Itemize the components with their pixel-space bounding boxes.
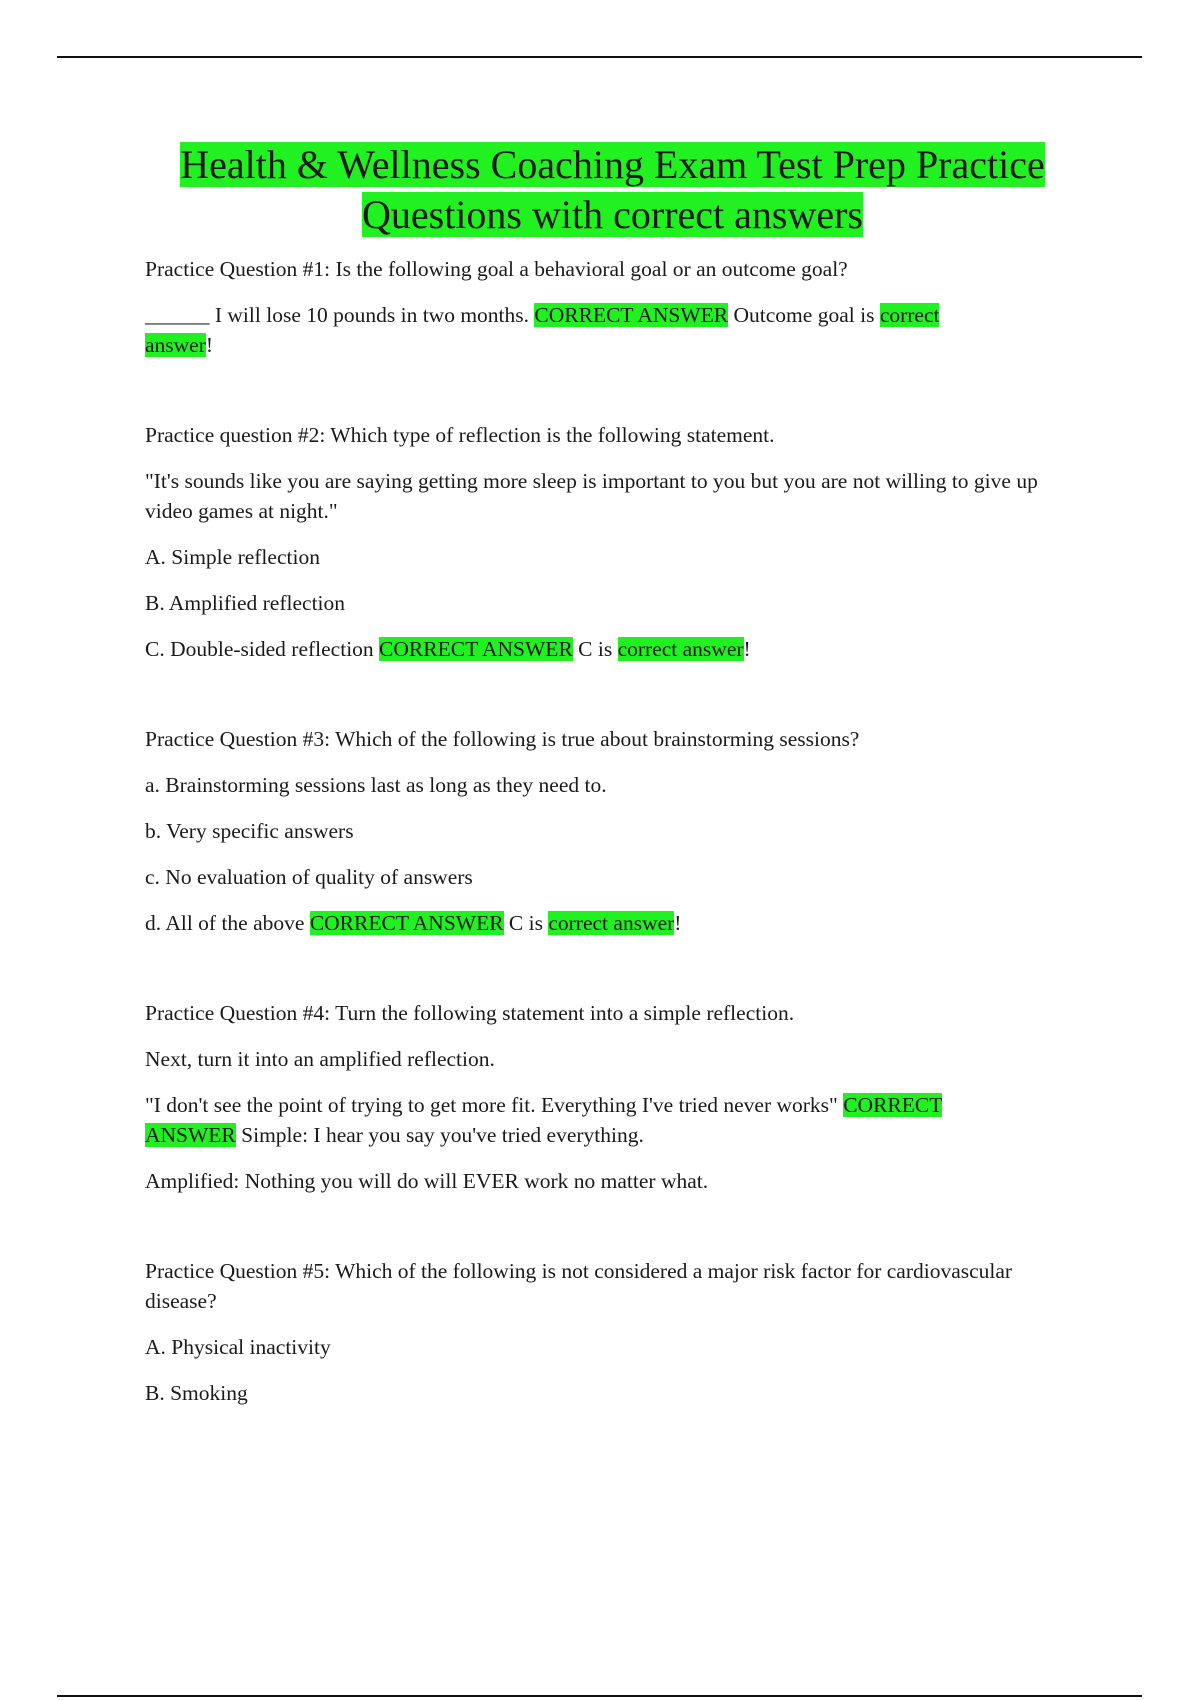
q1-correct-word: correct	[879, 303, 940, 327]
footer-rule	[57, 1695, 1142, 1697]
q4-amplified: Amplified: Nothing you will do will EVER work no matter what.	[145, 1169, 709, 1193]
header-rule	[57, 56, 1142, 58]
q4-instruction: Next, turn it into an amplified reflection.	[145, 1047, 495, 1071]
q5-option-a: A. Physical inactivity	[145, 1335, 331, 1359]
q1-answer-text: Outcome goal is	[728, 303, 880, 327]
q2-option-c-text: C. Double-sided reflection	[145, 637, 380, 661]
q3-exclaim: !	[674, 911, 682, 935]
q4-prompt: Practice Question #4: Turn the following statement into a simple reflection.	[145, 1001, 795, 1025]
q2-prompt: Practice question #2: Which type of reflection is the following statement.	[145, 423, 775, 447]
q3-option-a: a. Brainstorming sessions last as long as they need to.	[145, 773, 607, 797]
q1-statement: I will lose 10 pounds in two months.	[209, 303, 535, 327]
q4-quote-answer	[145, 1090, 1080, 1150]
q5-option-b: B. Smoking	[145, 1381, 248, 1405]
q4-simple: Simple: I hear you say you've tried everything.	[235, 1123, 644, 1147]
q3-answer-tag: CORRECT ANSWER	[309, 911, 504, 935]
q1-correct-word-2: answer	[145, 333, 206, 357]
q2-option-a: A. Simple reflection	[145, 545, 320, 569]
q4-answer-tag-2: ANSWER	[145, 1123, 236, 1147]
q3-option-c: c. No evaluation of quality of answers	[145, 865, 473, 889]
title-line-2: Questions with correct answers	[362, 192, 863, 237]
q2-exclaim: !	[743, 637, 751, 661]
q2-option-b: B. Amplified reflection	[145, 591, 346, 615]
q3-answer-text: C is	[503, 911, 549, 935]
q2-correct-phrase: correct answer	[617, 637, 744, 661]
q3-option-d	[145, 908, 1080, 938]
q3-prompt: Practice Question #3: Which of the following is true about brainstorming sessions?	[145, 727, 860, 751]
title-line-1: Health & Wellness Coaching Exam Test Prep Practice	[180, 142, 1045, 187]
q2-quote: "It's sounds like you are saying getting more sleep is important to you but you are not willing to give up video games at night."	[145, 469, 1038, 523]
q5-prompt: Practice Question #5: Which of the following is not considered a major risk factor for cardiovascular disease?	[145, 1259, 1013, 1313]
q3-option-b: b. Very specific answers	[145, 819, 354, 843]
q1-prompt: Practice Question #1: Is the following goal a behavioral goal or an outcome goal?	[145, 257, 848, 281]
document-body	[145, 140, 1080, 1408]
document-title	[145, 140, 1080, 240]
q2-answer-tag: CORRECT ANSWER	[379, 637, 573, 661]
q2-answer-text: C is	[572, 637, 618, 661]
q1-answer-tag: CORRECT ANSWER	[534, 303, 729, 327]
q2-option-c	[145, 634, 1080, 664]
q1-blank: ______	[145, 303, 210, 327]
q1-answer-line	[145, 300, 1080, 360]
q3-correct-phrase: correct answer	[548, 911, 675, 935]
q1-exclaim: !	[205, 333, 214, 357]
q4-answer-tag-1: CORRECT	[843, 1093, 943, 1117]
q3-option-d-text: d. All of the above	[145, 911, 310, 935]
q4-quote: "I don't see the point of trying to get more fit. Everything I've tried never works"	[145, 1093, 844, 1117]
